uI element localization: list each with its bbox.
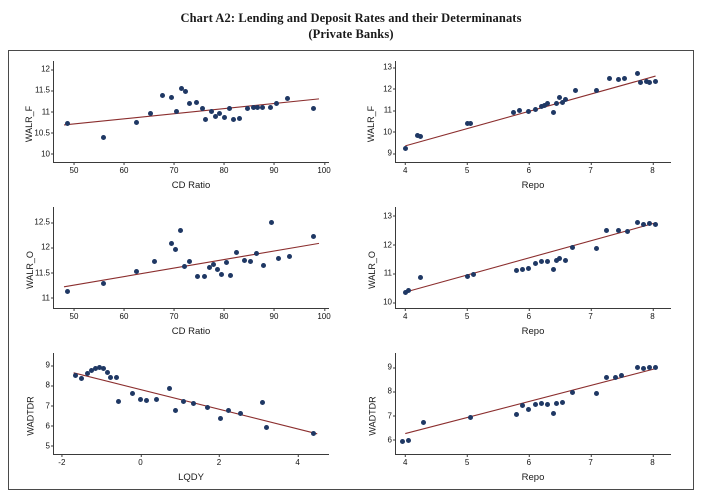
- scatter-point: [215, 267, 220, 272]
- x-axis-tick-label: 4: [403, 312, 408, 321]
- plot-area: [387, 353, 671, 467]
- scatter-point: [274, 101, 279, 106]
- scatter-point: [134, 120, 139, 125]
- x-axis-tick-label: 7: [588, 312, 593, 321]
- scatter-point: [570, 245, 575, 250]
- y-axis-label: WADTDR: [25, 396, 36, 436]
- scatter-point: [138, 397, 143, 402]
- chart-panel-frame: [8, 50, 694, 490]
- scatter-point: [285, 96, 290, 101]
- scatter-point: [539, 401, 544, 406]
- scatter-point: [205, 405, 210, 410]
- x-axis-tick-label: 5: [464, 166, 470, 175]
- scatter-point: [194, 100, 199, 105]
- scatter-point: [219, 272, 224, 277]
- scatter-point: [533, 261, 538, 266]
- y-axis-tick-label: 11.5: [35, 85, 50, 95]
- x-axis-tick-label: 60: [119, 312, 129, 321]
- scatter-point: [261, 263, 266, 268]
- scatter-point: [248, 259, 253, 264]
- scatter-point: [311, 106, 316, 111]
- y-axis-label: WALR_F: [366, 105, 377, 143]
- x-axis-tick-label: 90: [269, 312, 279, 321]
- x-axis-tick-label: 5: [464, 458, 470, 467]
- scatter-point: [234, 250, 239, 255]
- scatter-point: [622, 76, 627, 81]
- x-axis-tick-label: 90: [269, 166, 279, 175]
- scatter-point: [653, 79, 658, 84]
- scatter-point: [255, 105, 260, 110]
- x-axis-tick-label: 8: [650, 458, 655, 467]
- chart-cell: [9, 197, 351, 343]
- x-axis-label: LQDY: [178, 472, 204, 483]
- scatter-point: [616, 77, 621, 82]
- scatter-point: [533, 107, 538, 112]
- scatter-point: [264, 425, 269, 430]
- scatter-point: [260, 105, 265, 110]
- y-axis-tick-label: 6: [387, 435, 392, 445]
- y-axis-tick-label: 7: [45, 401, 50, 411]
- y-axis-tick-label: 8: [387, 386, 392, 396]
- y-axis-tick-label: 11.5: [35, 268, 50, 278]
- scatter-point: [174, 109, 179, 114]
- y-axis-tick-label: 10: [41, 149, 50, 159]
- y-axis-tick-label: 5: [45, 441, 50, 451]
- chart-title-line1: Chart A2: Lending and Deposit Rates and their Determinanats: [180, 11, 522, 25]
- y-axis-tick-label: 12: [41, 64, 50, 74]
- scatter-point: [187, 101, 192, 106]
- chart-cell: [351, 343, 693, 489]
- scatter-point: [105, 370, 110, 375]
- scatter-point: [468, 121, 473, 126]
- scatter-point: [242, 258, 247, 263]
- scatter-point: [514, 412, 519, 417]
- x-axis-tick-label: 4: [295, 458, 300, 467]
- scatter-point: [260, 400, 265, 405]
- plot-area: [45, 353, 329, 467]
- chart-cell: [9, 343, 351, 489]
- chart-cell: [351, 51, 693, 197]
- chart-title-line2: (Private Banks): [308, 27, 394, 41]
- scatter-point: [237, 116, 242, 121]
- scatter-point: [607, 76, 612, 81]
- fit-line: [54, 61, 329, 162]
- y-axis-label: WALR_O: [366, 251, 377, 289]
- scatter-point: [533, 402, 538, 407]
- y-axis-tick-label: 6: [45, 421, 50, 431]
- chart-grid: [9, 51, 693, 489]
- y-axis-tick-label: 12: [383, 84, 392, 94]
- scatter-point: [653, 222, 658, 227]
- scatter-point: [191, 401, 196, 406]
- y-axis-tick-label: 10: [383, 127, 392, 137]
- scatter-point: [570, 390, 575, 395]
- scatter-point: [203, 117, 208, 122]
- x-axis-tick-label: 80: [219, 312, 229, 321]
- y-axis-tick-label: 12: [41, 242, 50, 252]
- x-axis-tick-label: 80: [219, 166, 229, 175]
- scatter-point: [465, 274, 470, 279]
- scatter-point: [551, 411, 556, 416]
- scatter-point: [403, 146, 408, 151]
- plot-wrap: [34, 207, 331, 321]
- y-axis-label: WALR_O: [24, 251, 35, 289]
- scatter-point: [276, 256, 281, 261]
- plot-wrap: [383, 61, 671, 175]
- x-axis-tick-label: 7: [588, 458, 593, 467]
- x-axis-tick-label: 4: [403, 166, 408, 175]
- x-axis-tick-label: 100: [317, 166, 331, 175]
- scatter-point: [144, 398, 149, 403]
- y-axis-tick-label: 9: [387, 148, 392, 158]
- scatter-point: [653, 365, 658, 370]
- scatter-point: [511, 110, 516, 115]
- scatter-point: [545, 259, 550, 264]
- scatter-point: [202, 274, 207, 279]
- chart-title: [0, 0, 702, 42]
- x-axis-tick-label: 6: [526, 458, 532, 467]
- scatter-point: [222, 115, 227, 120]
- y-axis-label: WADTDR: [367, 396, 378, 436]
- scatter-point: [169, 95, 174, 100]
- plot-area: [34, 61, 331, 175]
- scatter-point: [594, 88, 599, 93]
- y-axis-tick-label: 12: [383, 240, 392, 249]
- scatter-point: [130, 391, 135, 396]
- x-axis-tick-label: 50: [69, 166, 79, 175]
- scatter-point: [101, 135, 106, 140]
- scatter-point: [520, 267, 525, 272]
- scatter-point: [224, 260, 229, 265]
- x-axis-tick-label: 6: [526, 166, 532, 175]
- scatter-point: [228, 273, 233, 278]
- scatter-point: [311, 234, 316, 239]
- x-axis-tick-label: 50: [69, 312, 79, 321]
- x-axis-tick-label: -2: [58, 458, 66, 467]
- scatter-point: [178, 228, 183, 233]
- scatter-point: [635, 365, 640, 370]
- scatter-point: [613, 375, 618, 380]
- scatter-point: [211, 262, 216, 267]
- y-axis-tick-label: 13: [383, 211, 392, 221]
- x-axis-label: Repo: [521, 326, 545, 337]
- x-axis-tick-label: 4: [403, 458, 408, 467]
- y-axis-tick-label: 9: [45, 360, 50, 370]
- scatter-point: [616, 228, 621, 233]
- x-axis-tick-label: 100: [317, 312, 331, 321]
- scatter-point: [573, 88, 578, 93]
- x-axis-tick-label: 60: [119, 166, 129, 175]
- scatter-point: [101, 281, 106, 286]
- fit-line: [396, 207, 671, 308]
- scatter-point: [268, 105, 273, 110]
- scatter-point: [65, 289, 70, 294]
- scatter-point: [160, 93, 165, 98]
- y-axis-tick-label: 7: [387, 411, 392, 421]
- plot-area: [34, 207, 331, 321]
- y-axis-tick-label: 10.5: [34, 128, 50, 138]
- scatter-point: [517, 108, 522, 113]
- x-axis-tick-label: 2: [216, 458, 222, 467]
- x-axis-tick-label: 8: [650, 166, 655, 175]
- x-axis-tick-label: 6: [526, 312, 532, 321]
- scatter-point: [148, 111, 153, 116]
- plot-wrap: [383, 207, 671, 321]
- y-axis-tick-label: 9: [387, 362, 392, 372]
- scatter-point: [254, 251, 259, 256]
- y-axis-tick-label: 12.5: [34, 217, 50, 227]
- scatter-point: [154, 397, 159, 402]
- y-axis-tick-label: 8: [45, 380, 50, 390]
- x-axis-tick-label: 70: [169, 166, 179, 175]
- x-axis-tick-label: 7: [588, 166, 593, 175]
- x-axis-tick-label: 5: [464, 312, 470, 321]
- x-axis-label: CD Ratio: [171, 180, 211, 191]
- scatter-point: [79, 376, 84, 381]
- scatter-point: [647, 365, 652, 370]
- scatter-point: [169, 241, 174, 246]
- scatter-point: [245, 106, 250, 111]
- scatter-point: [514, 268, 519, 273]
- x-axis-label: Repo: [521, 180, 545, 191]
- plot-area: [383, 207, 671, 321]
- plot-wrap: [34, 61, 331, 175]
- scatter-point: [287, 254, 292, 259]
- scatter-point: [209, 109, 214, 114]
- plot-wrap: [387, 353, 671, 467]
- scatter-point: [604, 228, 609, 233]
- plot-area: [383, 61, 671, 175]
- scatter-point: [641, 222, 646, 227]
- scatter-point: [604, 375, 609, 380]
- x-axis-label: CD Ratio: [171, 326, 211, 337]
- scatter-point: [231, 117, 236, 122]
- scatter-point: [638, 80, 643, 85]
- scatter-point: [195, 274, 200, 279]
- scatter-point: [134, 269, 139, 274]
- scatter-point: [635, 220, 640, 225]
- y-axis-label: WALR_F: [24, 105, 35, 143]
- scatter-point: [65, 121, 70, 126]
- x-axis-tick-label: 0: [138, 458, 143, 467]
- chart-cell: [9, 51, 351, 197]
- y-axis-tick-label: 11: [41, 293, 50, 303]
- scatter-point: [227, 106, 232, 111]
- y-axis-tick-label: 11: [383, 268, 392, 278]
- scatter-point: [269, 220, 274, 225]
- y-axis-tick-label: 11: [41, 107, 50, 116]
- x-axis-label: Repo: [521, 472, 545, 483]
- x-axis-tick-label: 70: [169, 312, 179, 321]
- scatter-point: [641, 366, 646, 371]
- scatter-point: [647, 80, 652, 85]
- scatter-point: [183, 89, 188, 94]
- y-axis-tick-label: 13: [383, 62, 392, 72]
- scatter-point: [73, 373, 78, 378]
- x-axis-tick-label: 8: [650, 312, 655, 321]
- chart-cell: [351, 197, 693, 343]
- y-axis-tick-label: 10: [383, 297, 392, 307]
- y-axis-tick-label: 11: [383, 105, 392, 115]
- plot-wrap: [45, 353, 329, 467]
- scatter-point: [152, 259, 157, 264]
- scatter-point: [418, 134, 423, 139]
- scatter-point: [187, 259, 192, 264]
- scatter-point: [635, 71, 640, 76]
